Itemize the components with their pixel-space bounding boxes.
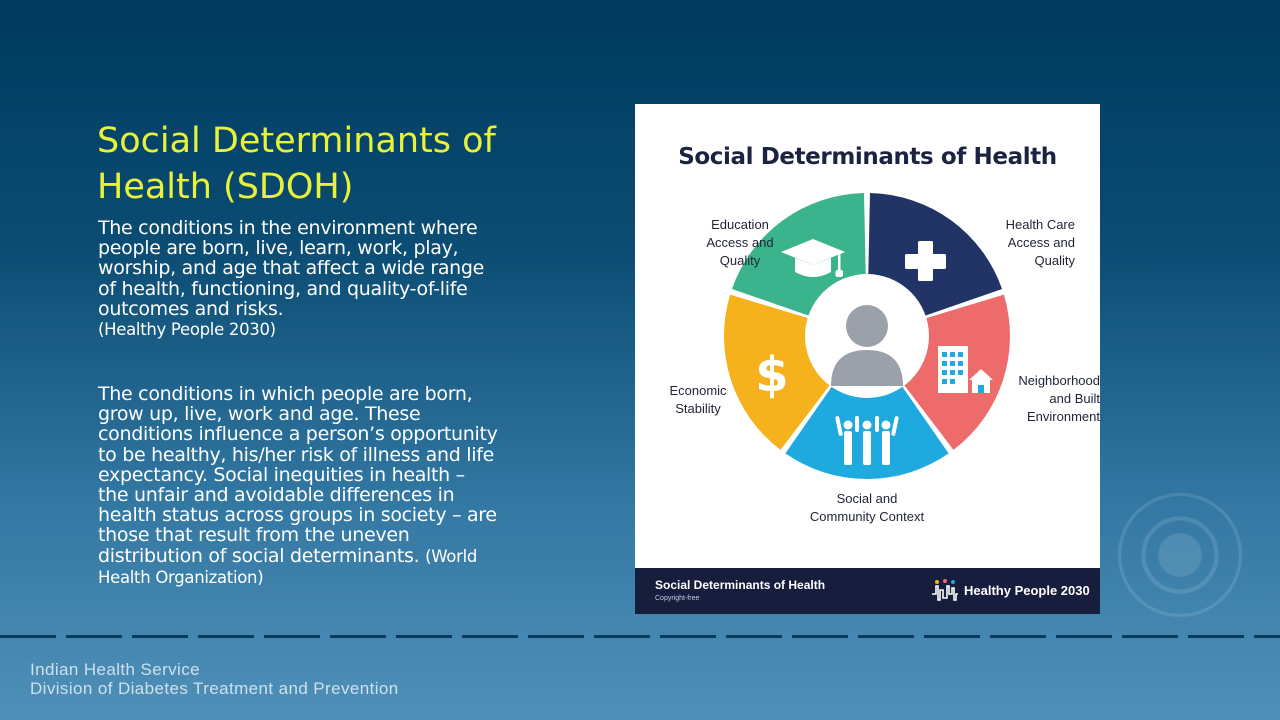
label-social-community: Social and Community Context	[809, 491, 925, 524]
healthy-people-logo-icon	[931, 578, 959, 604]
definition-2-citation: (World Health Organization)	[98, 546, 478, 587]
definition-paragraph-2	[98, 384, 498, 588]
footer-org-name: Indian Health Service	[30, 660, 200, 679]
definition-1-text: The conditions in the environment where people are born, live, learn, work, play, worship, and age that affect a wide range of health, functioning, and quality-of-life outcomes and risks.	[98, 217, 485, 320]
infographic-footer-copyright: Copyright-free	[655, 595, 700, 602]
background-seal	[1105, 480, 1255, 630]
infographic-title: Social Determinants of Health	[678, 144, 1057, 170]
definition-1-citation: (Healthy People 2030)	[98, 320, 276, 340]
label-health-care: Health Care Access and Quality	[1005, 217, 1075, 268]
definition-paragraph-1	[98, 218, 498, 340]
healthy-people-brand: Healthy People 2030	[964, 583, 1090, 598]
label-neighborhood: Neighborhood and Built Environment	[1018, 373, 1100, 424]
infographic-footer-title: Social Determinants of Health	[655, 578, 826, 592]
dollar-icon: $	[755, 347, 789, 403]
people-group-icon	[835, 416, 899, 465]
sdoh-infographic	[635, 104, 1100, 614]
slide-title: Social Determinants of Health (SDOH)	[97, 121, 496, 207]
definition-2-text: The conditions in which people are born, grow up, live, work and age. These conditions influence a person’s opportunity to be healthy, his/her risk of illness and life expectancy. Social inequities in health – the unfair and avoidable differences in health status across groups in society – are those that result from the uneven distribution of social determinants.	[98, 383, 498, 567]
label-education: Education Access and Quality	[706, 217, 774, 268]
infographic-footer	[635, 568, 1100, 614]
footer-division-name: Division of Diabetes Treatment and Prevention	[30, 679, 399, 698]
label-economic: Economic Stability	[669, 383, 727, 416]
footer-divider	[0, 635, 1280, 638]
